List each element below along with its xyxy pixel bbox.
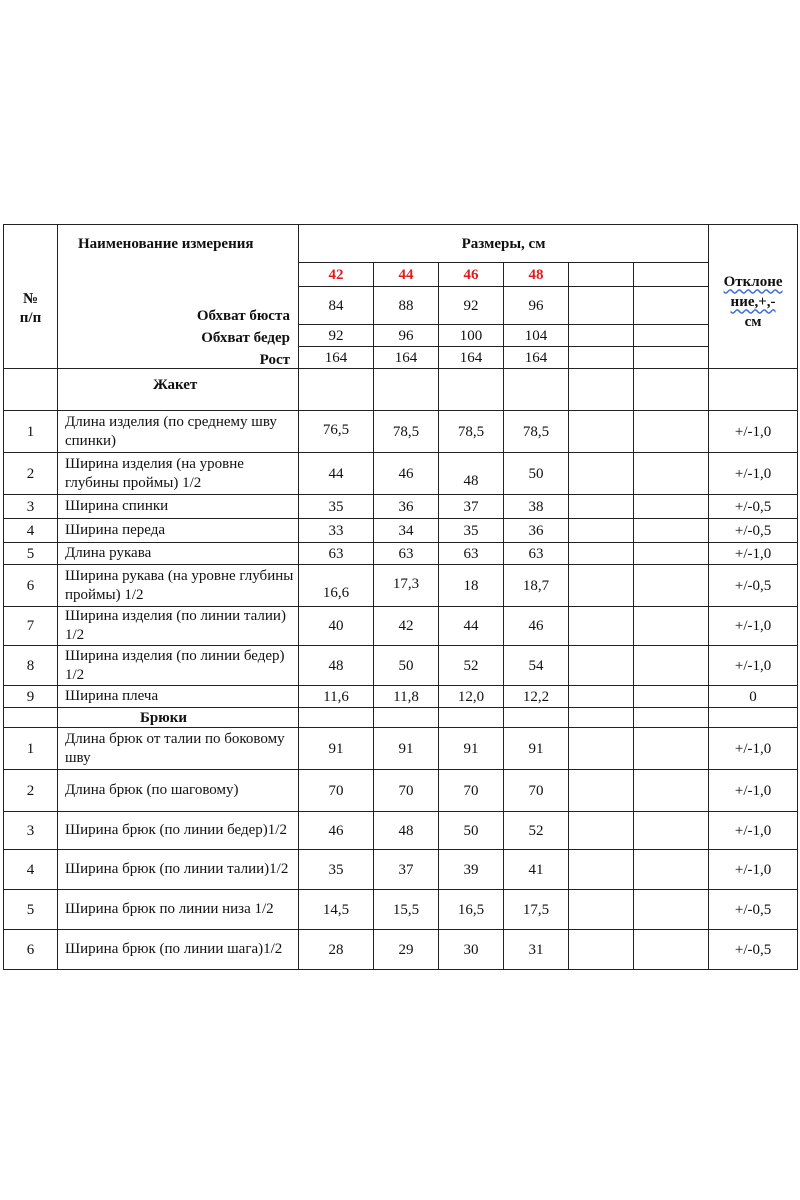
row-number: 6 — [4, 930, 58, 970]
size-value — [504, 812, 569, 850]
row-number: 5 — [4, 543, 58, 565]
deviation-value: +/-1,0 — [709, 850, 798, 890]
size-value — [374, 850, 439, 890]
size-value-text: 17,3 — [392, 575, 420, 592]
measurement-name: Ширина плеча — [58, 686, 299, 708]
size-value-text: 36 — [398, 498, 414, 515]
empty-cell — [634, 325, 709, 347]
section-header-row — [4, 708, 798, 728]
size-cell: 46 — [439, 263, 504, 287]
name-column-header — [58, 225, 299, 369]
empty-cell — [569, 850, 634, 890]
measurement-row — [4, 850, 798, 890]
size-value — [504, 850, 569, 890]
size-value-text: 70 — [528, 782, 544, 799]
deviation-value: +/-1,0 — [709, 607, 798, 646]
size-value — [374, 812, 439, 850]
row-number: 2 — [4, 453, 58, 495]
size-value-text: 34 — [398, 522, 414, 539]
size-value — [374, 453, 439, 495]
size-value — [374, 930, 439, 970]
empty-cell — [569, 519, 634, 543]
size-value — [299, 930, 374, 970]
measurement-row — [4, 543, 798, 565]
size-value — [374, 495, 439, 519]
size-value-text: 70 — [398, 782, 414, 799]
row-number: 8 — [4, 646, 58, 686]
size-value — [504, 770, 569, 812]
name-column-title: Наименование измерения — [78, 236, 254, 252]
size-value-text: 44 — [463, 618, 479, 634]
size-value-text: 15,5 — [392, 901, 420, 918]
size-value — [299, 565, 374, 607]
param-label-height: Рост — [259, 352, 290, 368]
size-value-text: 46 — [528, 618, 544, 634]
empty-cell — [634, 850, 709, 890]
size-value-text: 38 — [528, 498, 544, 515]
size-value — [504, 565, 569, 607]
size-value — [299, 728, 374, 770]
row-number: 5 — [4, 890, 58, 930]
size-value — [374, 728, 439, 770]
size-value-text: 40 — [328, 618, 344, 634]
empty-cell — [4, 369, 58, 411]
size-value-text: 41 — [528, 861, 544, 878]
measurement-name: Длина рукава — [58, 543, 299, 565]
empty-cell — [504, 369, 569, 411]
size-value-text: 11,8 — [393, 688, 419, 705]
size-cell: 44 — [374, 263, 439, 287]
empty-cell — [569, 890, 634, 930]
size-value — [299, 812, 374, 850]
deviation-column-header — [709, 225, 798, 369]
empty-cell — [709, 708, 798, 728]
size-value — [439, 850, 504, 890]
size-value — [439, 770, 504, 812]
empty-cell — [569, 325, 634, 347]
deviation-value: +/-1,0 — [709, 770, 798, 812]
size-value-text: 63 — [463, 545, 479, 562]
empty-cell — [634, 263, 709, 287]
empty-cell — [439, 708, 504, 728]
size-value — [439, 519, 504, 543]
deviation-header-line-1: Отклоне — [723, 273, 783, 290]
height-value: 164 — [299, 347, 374, 369]
size-value-text: 46 — [328, 822, 344, 839]
row-number: 4 — [4, 519, 58, 543]
empty-cell — [634, 728, 709, 770]
number-column-header: № п/п — [4, 225, 58, 369]
size-value-text: 63 — [328, 545, 344, 562]
size-value — [299, 850, 374, 890]
hips-value: 100 — [439, 325, 504, 347]
size-value-text: 39 — [463, 861, 479, 878]
deviation-header-line-2-text: ние,+,- — [730, 293, 776, 310]
section-title: Жакет — [58, 369, 299, 411]
empty-cell — [569, 728, 634, 770]
deviation-value: +/-1,0 — [709, 728, 798, 770]
size-value-text: 76,5 — [322, 421, 350, 438]
size-value-text: 36 — [528, 522, 544, 539]
row-number: 4 — [4, 850, 58, 890]
size-value — [299, 770, 374, 812]
size-value — [374, 411, 439, 453]
size-value-text: 50 — [463, 822, 479, 839]
size-value — [299, 519, 374, 543]
empty-cell — [634, 607, 709, 646]
size-value-text: 78,5 — [392, 423, 420, 440]
size-value-text: 12,2 — [522, 688, 550, 705]
empty-cell — [504, 708, 569, 728]
section-header-row — [4, 369, 798, 411]
measurement-name: Ширина брюк (по линии шага)1/2 — [58, 930, 299, 970]
hips-value: 96 — [374, 325, 439, 347]
empty-cell — [569, 930, 634, 970]
size-value — [374, 646, 439, 686]
deviation-value: +/-0,5 — [709, 890, 798, 930]
measurement-name: Ширина спинки — [58, 495, 299, 519]
measurement-name: Ширина изделия (по линии бедер) 1/2 — [58, 646, 299, 686]
size-value-text: 63 — [398, 545, 414, 562]
deviation-header-line-3: см — [744, 313, 762, 330]
measurement-row — [4, 607, 798, 646]
deviation-header-line-2 — [709, 292, 797, 312]
size-value — [374, 565, 439, 607]
size-value-text: 28 — [328, 941, 344, 958]
size-value-text: 11,6 — [323, 688, 349, 705]
empty-cell — [634, 930, 709, 970]
param-label-hips: Обхват бедер — [201, 330, 290, 346]
size-value-text: 29 — [398, 941, 414, 958]
empty-cell — [634, 543, 709, 565]
empty-cell — [569, 495, 634, 519]
height-value: 164 — [504, 347, 569, 369]
row-number: 3 — [4, 495, 58, 519]
empty-cell — [569, 565, 634, 607]
measurement-name: Ширина рукава (на уровне глубины проймы) 1/2 — [58, 565, 299, 607]
empty-cell — [299, 369, 374, 411]
size-value-text: 63 — [528, 545, 544, 562]
measurement-row — [4, 890, 798, 930]
deviation-value: 0 — [709, 686, 798, 708]
size-value-text: 52 — [528, 822, 544, 839]
size-value-text: 16,6 — [322, 584, 350, 601]
empty-cell — [569, 686, 634, 708]
measurement-name: Ширина брюк по линии низа 1/2 — [58, 890, 299, 930]
row-number: 1 — [4, 728, 58, 770]
measurement-name: Ширина брюк (по линии бедер)1/2 — [58, 812, 299, 850]
empty-cell — [569, 453, 634, 495]
size-value-text: 31 — [528, 941, 544, 958]
measurement-row — [4, 495, 798, 519]
size-value — [439, 890, 504, 930]
size-value — [299, 686, 374, 708]
size-value-text: 78,5 — [522, 423, 550, 440]
row-number: 9 — [4, 686, 58, 708]
height-value: 164 — [374, 347, 439, 369]
size-value — [374, 543, 439, 565]
size-cell: 48 — [504, 263, 569, 287]
size-value-text: 46 — [398, 465, 414, 482]
size-value — [439, 686, 504, 708]
size-value — [439, 646, 504, 686]
size-value-text: 44 — [328, 465, 344, 482]
size-value-text: 91 — [398, 740, 414, 757]
measurement-row — [4, 812, 798, 850]
size-value-text: 70 — [328, 782, 344, 799]
empty-cell — [634, 495, 709, 519]
empty-cell — [634, 453, 709, 495]
measurement-row — [4, 930, 798, 970]
measurement-row — [4, 770, 798, 812]
empty-cell — [569, 263, 634, 287]
empty-cell — [634, 890, 709, 930]
size-value — [504, 646, 569, 686]
measurement-name: Длина брюк от талии по боковому шву — [58, 728, 299, 770]
section-title: Брюки — [58, 708, 299, 728]
deviation-value: +/-1,0 — [709, 646, 798, 686]
size-value — [439, 453, 504, 495]
row-number: 1 — [4, 411, 58, 453]
size-value — [504, 453, 569, 495]
size-cell: 42 — [299, 263, 374, 287]
size-value-text: 35 — [463, 522, 479, 539]
size-value-text: 18,7 — [522, 577, 550, 594]
size-value — [374, 607, 439, 646]
empty-cell — [569, 708, 634, 728]
size-value-text: 30 — [463, 941, 479, 958]
size-value — [439, 543, 504, 565]
measurement-name: Ширина изделия (по линии талии) 1/2 — [58, 607, 299, 646]
measurement-name: Длина брюк (по шаговому) — [58, 770, 299, 812]
measurement-row — [4, 686, 798, 708]
size-value-text: 17,5 — [522, 901, 550, 918]
empty-cell — [634, 411, 709, 453]
empty-cell — [569, 543, 634, 565]
size-value-text: 91 — [528, 740, 544, 757]
deviation-value: +/-1,0 — [709, 543, 798, 565]
size-value — [504, 890, 569, 930]
size-chart-table — [3, 224, 798, 970]
size-value — [439, 411, 504, 453]
size-value — [299, 890, 374, 930]
hips-value: 104 — [504, 325, 569, 347]
size-value-text: 50 — [528, 465, 544, 482]
empty-cell — [634, 287, 709, 325]
measurement-name: Ширина брюк (по линии талии)1/2 — [58, 850, 299, 890]
measurement-row — [4, 646, 798, 686]
size-value — [439, 565, 504, 607]
measurement-row — [4, 519, 798, 543]
size-value — [439, 930, 504, 970]
empty-cell — [569, 287, 634, 325]
empty-cell — [634, 812, 709, 850]
empty-cell — [709, 369, 798, 411]
measurement-name: Ширина изделия (на уровне глубины проймы) 1/2 — [58, 453, 299, 495]
size-value — [299, 411, 374, 453]
size-value-text: 16,5 — [457, 901, 485, 918]
empty-cell — [569, 812, 634, 850]
measurement-row — [4, 565, 798, 607]
empty-cell — [634, 646, 709, 686]
bust-value: 84 — [299, 287, 374, 325]
measurement-name: Ширина переда — [58, 519, 299, 543]
size-value — [504, 930, 569, 970]
size-value-text: 52 — [463, 657, 479, 674]
row-number: 3 — [4, 812, 58, 850]
size-value-text: 91 — [328, 740, 344, 757]
empty-cell — [569, 411, 634, 453]
param-label-bust: Обхват бюста — [196, 308, 290, 324]
empty-cell — [634, 770, 709, 812]
size-value-text: 42 — [398, 618, 414, 634]
size-value — [374, 686, 439, 708]
empty-cell — [634, 347, 709, 369]
row-number: 2 — [4, 770, 58, 812]
hips-value: 92 — [299, 325, 374, 347]
size-value — [299, 607, 374, 646]
empty-cell — [569, 770, 634, 812]
size-value — [504, 495, 569, 519]
empty-cell — [4, 708, 58, 728]
height-value: 164 — [439, 347, 504, 369]
deviation-value: +/-1,0 — [709, 411, 798, 453]
size-value-text: 78,5 — [457, 423, 485, 440]
size-value-text: 48 — [463, 472, 479, 489]
size-value — [299, 495, 374, 519]
empty-cell — [569, 347, 634, 369]
deviation-value: +/-0,5 — [709, 495, 798, 519]
size-value — [299, 543, 374, 565]
empty-cell — [569, 607, 634, 646]
measurement-row — [4, 728, 798, 770]
bust-value: 92 — [439, 287, 504, 325]
size-value-text: 37 — [398, 861, 414, 878]
row-number: 7 — [4, 607, 58, 646]
size-value-text: 70 — [463, 782, 479, 799]
deviation-value: +/-0,5 — [709, 930, 798, 970]
size-value — [374, 770, 439, 812]
size-value-text: 54 — [528, 657, 544, 674]
size-value — [299, 646, 374, 686]
size-value — [299, 453, 374, 495]
empty-cell — [634, 565, 709, 607]
empty-cell — [569, 369, 634, 411]
size-value-text: 50 — [398, 657, 414, 674]
size-value — [439, 607, 504, 646]
size-value-text: 14,5 — [322, 901, 350, 918]
empty-cell — [374, 369, 439, 411]
empty-cell — [634, 519, 709, 543]
size-value — [439, 495, 504, 519]
size-value-text: 48 — [398, 822, 414, 839]
deviation-value: +/-1,0 — [709, 812, 798, 850]
measurement-name: Длина изделия (по среднему шву спинки) — [58, 411, 299, 453]
size-value — [504, 728, 569, 770]
measurement-row — [4, 411, 798, 453]
empty-cell — [299, 708, 374, 728]
empty-cell — [374, 708, 439, 728]
empty-cell — [634, 686, 709, 708]
size-value-text: 12,0 — [457, 688, 485, 705]
bust-value: 88 — [374, 287, 439, 325]
size-value — [439, 728, 504, 770]
size-value — [504, 519, 569, 543]
row-number: 6 — [4, 565, 58, 607]
size-value-text: 35 — [328, 498, 344, 515]
deviation-value: +/-1,0 — [709, 453, 798, 495]
size-value-text: 35 — [328, 861, 344, 878]
size-value-text: 37 — [463, 498, 479, 515]
sizes-column-header: Размеры, см — [299, 225, 709, 263]
size-value-text: 91 — [463, 740, 479, 757]
size-value — [504, 543, 569, 565]
empty-cell — [569, 646, 634, 686]
size-value — [504, 411, 569, 453]
size-value — [439, 812, 504, 850]
size-value-text: 48 — [328, 657, 344, 674]
deviation-value: +/-0,5 — [709, 565, 798, 607]
empty-cell — [634, 369, 709, 411]
empty-cell — [634, 708, 709, 728]
header-row-sizes-title — [4, 225, 798, 263]
size-value — [504, 607, 569, 646]
empty-cell — [439, 369, 504, 411]
size-value — [504, 686, 569, 708]
deviation-value: +/-0,5 — [709, 519, 798, 543]
size-value — [374, 519, 439, 543]
measurement-row — [4, 453, 798, 495]
bust-value: 96 — [504, 287, 569, 325]
size-value-text: 18 — [463, 577, 479, 594]
size-value — [374, 890, 439, 930]
size-value-text: 33 — [328, 522, 344, 539]
